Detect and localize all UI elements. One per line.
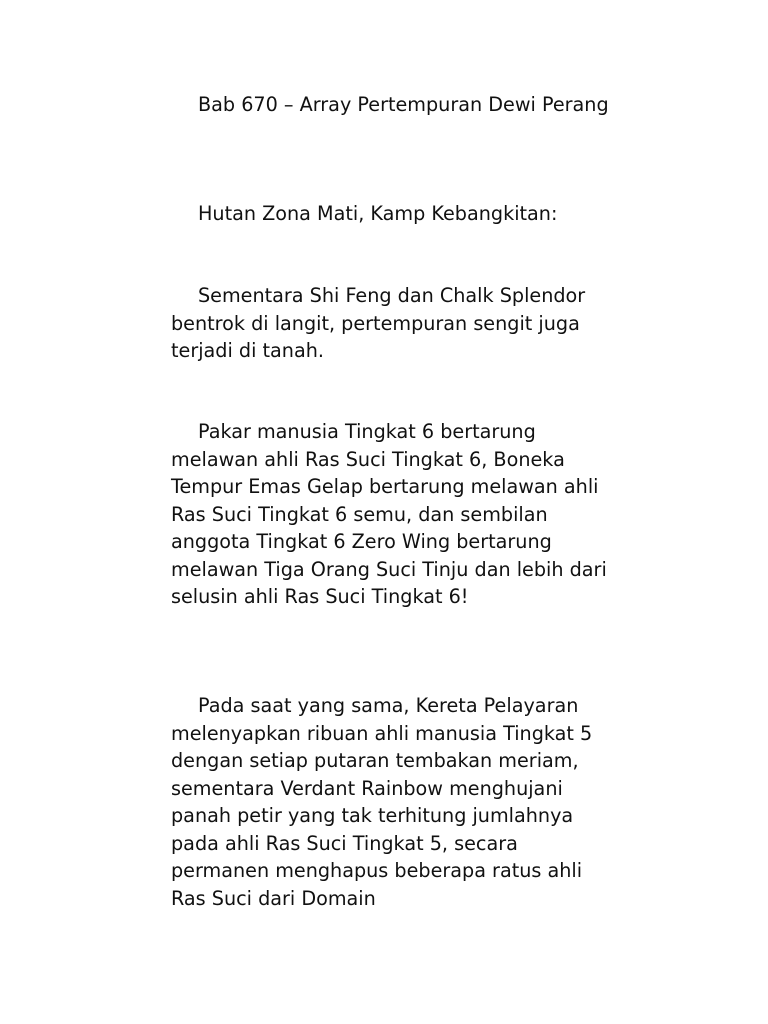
location-line: Hutan Zona Mati, Kamp Kebangkitan:: [198, 202, 558, 225]
body-paragraph: Sementara Shi Feng dan Chalk Splendor bentrok di langit, pertempuran sengit juga terjadi di tanah.: [171, 284, 586, 362]
chapter-title: Bab 670 – Array Pertempuran Dewi Perang: [198, 93, 609, 116]
body-paragraph: Pada saat yang sama, Kereta Pelayaran melenyapkan ribuan ahli manusia Tingkat 5 dengan setiap putaran tembakan meriam, sementara Verdant Rainbow menghujani panah petir yang tak terhitung jumlahnya pada ahli Ras Suci Tingkat 5, secara permanen menghapus beberapa ratus ahli Ras Suci dari Domain: [171, 694, 593, 910]
body-paragraph: Pakar manusia Tingkat 6 bertarung melawan ahli Ras Suci Tingkat 6, Boneka Tempur Emas Gelap bertarung melawan ahli Ras Suci Tingkat 6 semu, dan sembilan anggota Tingkat 6 Zero Wing bertarung melawan Tiga Orang Suci Tinju dan lebih dari selusin ahli Ras Suci Tingkat 6!: [171, 420, 607, 608]
